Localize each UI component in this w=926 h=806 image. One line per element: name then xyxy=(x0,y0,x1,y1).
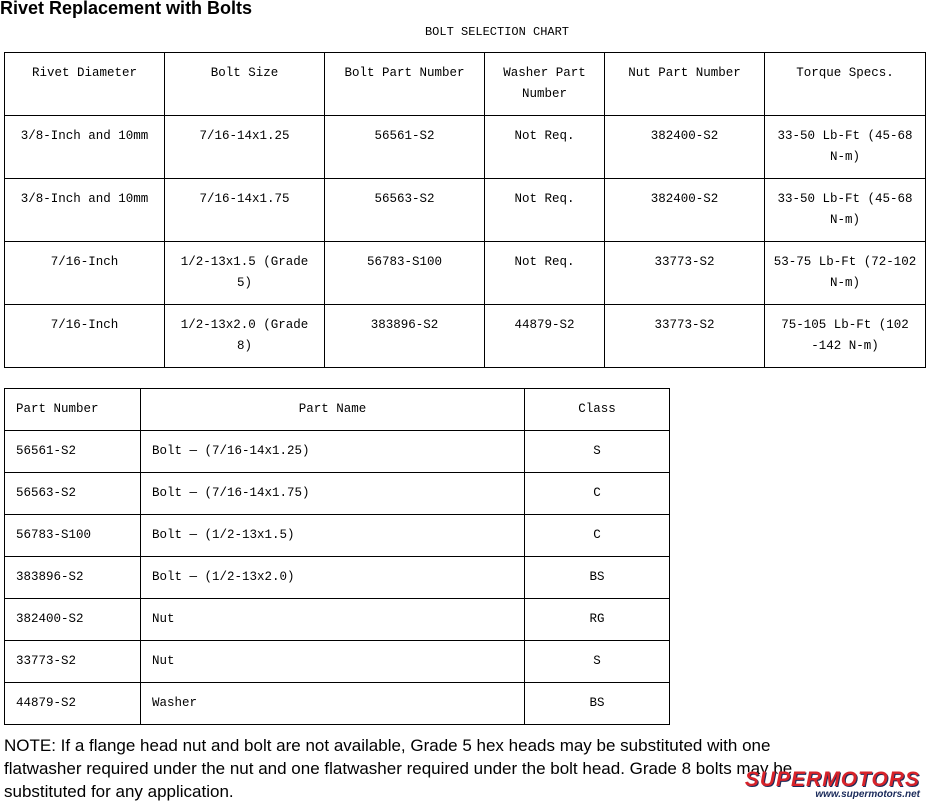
parts-header-cell: Class xyxy=(525,389,670,431)
bolt-cell: 3/8-Inch and 10mm xyxy=(5,116,165,179)
bolt-cell: 56783-S100 xyxy=(325,242,485,305)
part-name-cell: Bolt — (7/16-14x1.25) xyxy=(141,431,525,473)
bolt-header-cell: Rivet Diameter xyxy=(5,53,165,116)
part-name-cell: Nut xyxy=(141,599,525,641)
bolt-cell: 56563-S2 xyxy=(325,179,485,242)
part-name-cell: Bolt — (1/2-13x2.0) xyxy=(141,557,525,599)
bolt-cell: 75-105 Lb-Ft (102 -142 N-m) xyxy=(765,305,926,368)
bolt-cell: 3/8-Inch and 10mm xyxy=(5,179,165,242)
bolt-cell: Not Req. xyxy=(485,242,605,305)
bolt-cell: 7/16-Inch xyxy=(5,242,165,305)
part-name-cell: Nut xyxy=(141,641,525,683)
watermark-url: www.supermotors.net xyxy=(815,789,920,800)
watermark-logo: SUPERMOTORS xyxy=(744,768,920,791)
bolt-cell: Not Req. xyxy=(485,179,605,242)
bolt-cell: 382400-S2 xyxy=(605,179,765,242)
parts-table-row xyxy=(5,515,670,557)
part-class-cell: S xyxy=(525,431,670,473)
bolt-header-cell: Bolt Part Number xyxy=(325,53,485,116)
bolt-cell: 7/16-Inch xyxy=(5,305,165,368)
part-class-cell: S xyxy=(525,641,670,683)
parts-table-row xyxy=(5,557,670,599)
part-class-cell: C xyxy=(525,473,670,515)
bolt-cell: 7/16-14x1.25 xyxy=(165,116,325,179)
part-name-cell: Bolt — (7/16-14x1.75) xyxy=(141,473,525,515)
part-number-cell: 382400-S2 xyxy=(5,599,141,641)
page-title: Rivet Replacement with Bolts xyxy=(0,0,253,18)
bolt-header-cell: Washer Part Number xyxy=(485,53,605,116)
bolt-table-row xyxy=(5,242,926,305)
part-number-cell: 56561-S2 xyxy=(5,431,141,473)
part-class-cell: C xyxy=(525,515,670,557)
bolt-header-cell: Bolt Size xyxy=(165,53,325,116)
parts-table-row xyxy=(5,599,670,641)
bolt-header-cell: Torque Specs. xyxy=(765,53,926,116)
parts-table-header-row xyxy=(5,389,670,431)
part-name-cell: Washer xyxy=(141,683,525,725)
parts-header-cell: Part Name xyxy=(141,389,525,431)
bolt-selection-table xyxy=(4,52,926,368)
substitution-note: NOTE: If a flange head nut and bolt are not available, Grade 5 hex heads may be substituted with one flatwasher required under the nut and one flatwasher required under the bolt head. Grade 8 bolts may be substituted for any application. xyxy=(4,736,793,801)
bolt-cell: 382400-S2 xyxy=(605,116,765,179)
part-number-cell: 33773-S2 xyxy=(5,641,141,683)
parts-table-row xyxy=(5,431,670,473)
bolt-cell: 1/2-13x2.0 (Grade 8) xyxy=(165,305,325,368)
part-number-cell: 56563-S2 xyxy=(5,473,141,515)
part-class-cell: BS xyxy=(525,557,670,599)
bolt-cell: 44879-S2 xyxy=(485,305,605,368)
bolt-cell: 33773-S2 xyxy=(605,305,765,368)
chart-subtitle: BOLT SELECTION CHART xyxy=(424,25,570,39)
bolt-table-header-row xyxy=(5,53,926,116)
parts-table-row xyxy=(5,683,670,725)
part-class-cell: RG xyxy=(525,599,670,641)
part-number-cell: 44879-S2 xyxy=(5,683,141,725)
parts-table-row xyxy=(5,641,670,683)
bolt-cell: 7/16-14x1.75 xyxy=(165,179,325,242)
parts-header-cell: Part Number xyxy=(5,389,141,431)
part-number-cell: 383896-S2 xyxy=(5,557,141,599)
bolt-header-cell: Nut Part Number xyxy=(605,53,765,116)
bolt-cell: Not Req. xyxy=(485,116,605,179)
bolt-cell: 33-50 Lb-Ft (45-68 N-m) xyxy=(765,116,926,179)
bolt-cell: 33773-S2 xyxy=(605,242,765,305)
parts-table xyxy=(4,388,670,725)
part-class-cell: BS xyxy=(525,683,670,725)
bolt-cell: 33-50 Lb-Ft (45-68 N-m) xyxy=(765,179,926,242)
watermark xyxy=(745,768,920,800)
bolt-table-row xyxy=(5,305,926,368)
bolt-cell: 383896-S2 xyxy=(325,305,485,368)
bolt-table-row xyxy=(5,179,926,242)
bolt-cell: 56561-S2 xyxy=(325,116,485,179)
bolt-cell: 1/2-13x1.5 (Grade 5) xyxy=(165,242,325,305)
bolt-table-row xyxy=(5,116,926,179)
part-number-cell: 56783-S100 xyxy=(5,515,141,557)
bolt-cell: 53-75 Lb-Ft (72-102 N-m) xyxy=(765,242,926,305)
parts-table-row xyxy=(5,473,670,515)
part-name-cell: Bolt — (1/2-13x1.5) xyxy=(141,515,525,557)
